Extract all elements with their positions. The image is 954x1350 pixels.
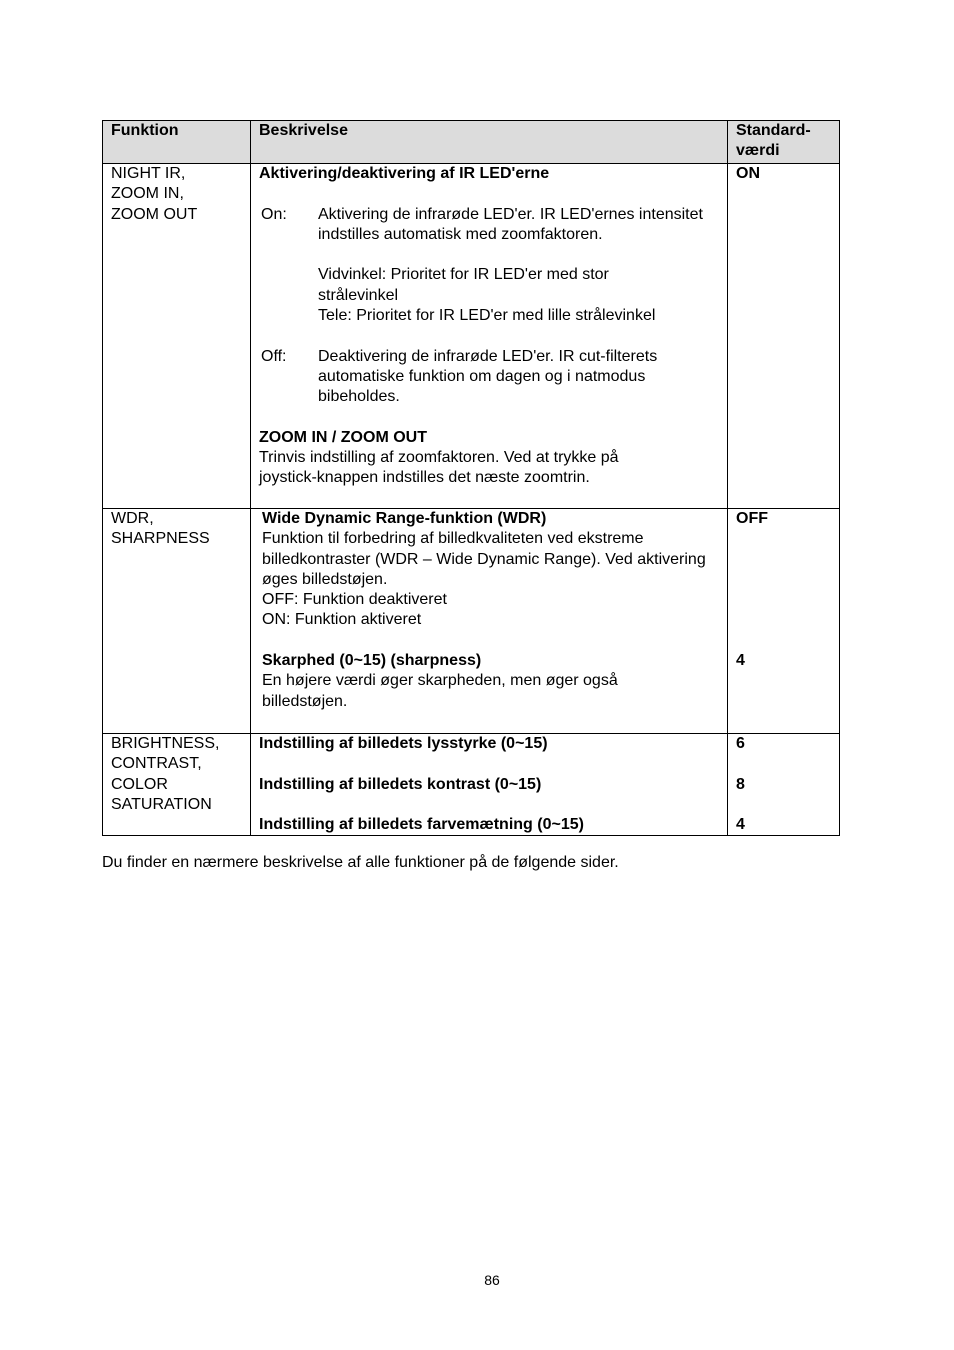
function-cell: NIGHT IR, ZOOM IN, ZOOM OUT: [103, 164, 251, 509]
section-heading: Wide Dynamic Range-funktion (WDR): [262, 510, 547, 527]
wdr-on-text: ON: Funktion aktiveret: [262, 611, 422, 629]
option-off: Off: Deaktivering de infrarøde LED'er. IR cut-filterets automatiske funktion om dagen og i natmodus bibeholdes.: [261, 347, 658, 406]
description-cell: [251, 164, 728, 509]
description-cell: [251, 509, 728, 734]
section-heading: Aktivering/deaktivering af IR LED'erne: [259, 165, 550, 182]
function-table: [102, 120, 840, 836]
footer-text: Du finder en nærmere beskrivelse af alle funktioner på de følgende sider.: [102, 854, 619, 871]
default-cell: ON: [728, 164, 840, 509]
default-cell: OFF 4: [728, 509, 840, 734]
option-on: On: Aktivering de infrarøde LED'er. IR LED'ernes intensitet indstilles automatisk med zoomfaktoren.: [261, 205, 703, 243]
description-cell: Indstilling af billedets lysstyrke (0~15) Indstilling af billedets kontrast (0~15) Indstilling af billedets farvemætning (0~15): [251, 734, 728, 836]
table-row: [103, 509, 840, 734]
header-default: Standard- værdi: [728, 121, 840, 164]
section-heading: Skarphed (0~15) (sharpness): [262, 652, 482, 670]
header-function: Funktion: [103, 121, 251, 164]
wdr-text: Funktion til forbedring af billedkvaliteten ved ekstreme billedkontraster (WDR – Wide Dynamic Range). Ved aktivering øges billedstøjen.: [262, 530, 706, 588]
zoom-text: Trinvis indstilling af zoomfaktoren. Ved at trykke på joystick-knappen indstilles det næste zoomtrin.: [259, 449, 619, 487]
function-cell: BRIGHTNESS, CONTRAST, COLOR SATURATION: [103, 734, 251, 836]
table-row: [103, 734, 840, 836]
section-heading: ZOOM IN / ZOOM OUT: [259, 428, 427, 446]
function-cell: WDR, SHARPNESS: [103, 509, 251, 734]
default-cell: 6 8 4: [728, 734, 840, 836]
tele-text: Tele: Prioritet for IR LED'er med lille strålevinkel: [318, 307, 656, 325]
page-number: 86: [484, 1272, 500, 1288]
table-row: [103, 164, 840, 509]
wide-text: Vidvinkel: Prioritet for IR LED'er med stor strålevinkel: [318, 266, 609, 304]
sharpness-text: En højere værdi øger skarpheden, men øger også billedstøjen.: [262, 672, 618, 710]
header-description: Beskrivelse: [251, 121, 728, 164]
wdr-off-text: OFF: Funktion deaktiveret: [262, 591, 447, 609]
table-header-row: [103, 121, 840, 164]
